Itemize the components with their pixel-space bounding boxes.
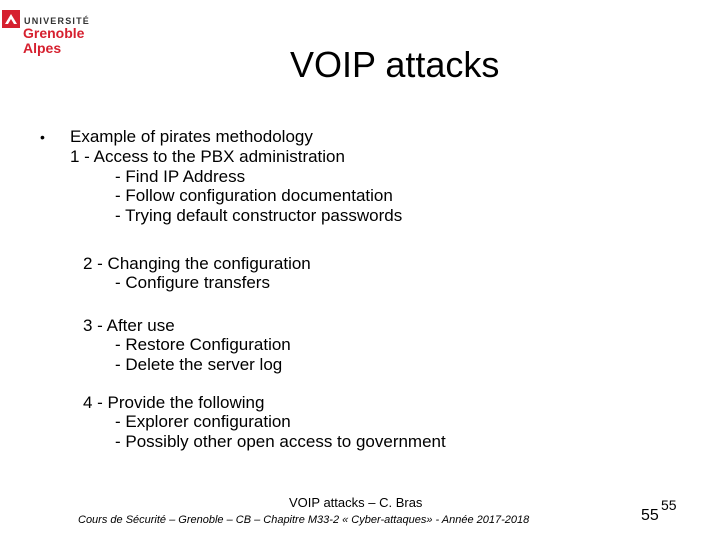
page-number: 55	[641, 507, 659, 524]
body-line: 1 - Access to the PBX administration	[70, 147, 345, 166]
body-line: 3 - After use	[83, 316, 175, 335]
body-line: - Explorer configuration	[115, 412, 291, 431]
logo-line-universite: UNIVERSITÉ	[24, 16, 91, 26]
body-line: - Possibly other open access to government	[115, 432, 446, 451]
body-line: - Configure transfers	[115, 273, 270, 292]
logo-emblem-icon	[2, 10, 20, 28]
bullet-icon: •	[40, 129, 45, 145]
body-line: - Trying default constructor passwords	[115, 206, 403, 225]
body-line: - Follow configuration documentation	[115, 186, 393, 205]
body-line: - Delete the server log	[115, 355, 283, 374]
logo-line-grenoble: Grenoble	[23, 25, 85, 41]
body-line: - Restore Configuration	[115, 335, 291, 354]
page-number-small: 55	[661, 497, 677, 513]
body-line: - Find IP Address	[115, 167, 246, 186]
slide-title: VOIP attacks	[290, 44, 500, 85]
body-line: 2 - Changing the configuration	[83, 254, 311, 273]
logo-line-alpes: Alpes	[23, 40, 62, 56]
footer-title: VOIP attacks – C. Bras	[289, 495, 423, 510]
footer-course: Cours de Sécurité – Grenoble – CB – Chapitre M33-2 « Cyber-attaques» - Année 2017-2018	[78, 514, 530, 526]
body-line: 4 - Provide the following	[83, 393, 265, 412]
body-line: Example of pirates methodology	[70, 127, 313, 146]
university-logo	[2, 6, 122, 56]
